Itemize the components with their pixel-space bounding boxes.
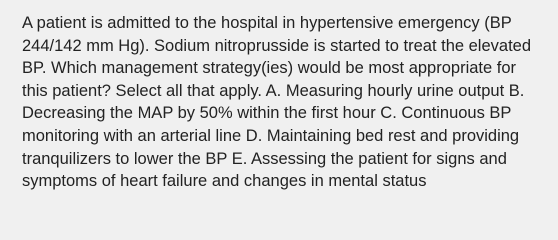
question-text: A patient is admitted to the hospital in hypertensive emergency (BP 244/142 mm Hg). Sodium nitroprusside is started to treat the elevated BP. Which management strategy(ies) would be most appropriate for this patient? Select all that apply. A. Measuring hourly urine output B. Decreasing the MAP by 50% within the first hour C. Continuous BP monitoring with an arterial line D. Maintaining bed rest and providing tranquilizers to lower the BP E. Assessing the patient for signs and symptoms of heart failure and changes in mental status	[22, 14, 532, 191]
